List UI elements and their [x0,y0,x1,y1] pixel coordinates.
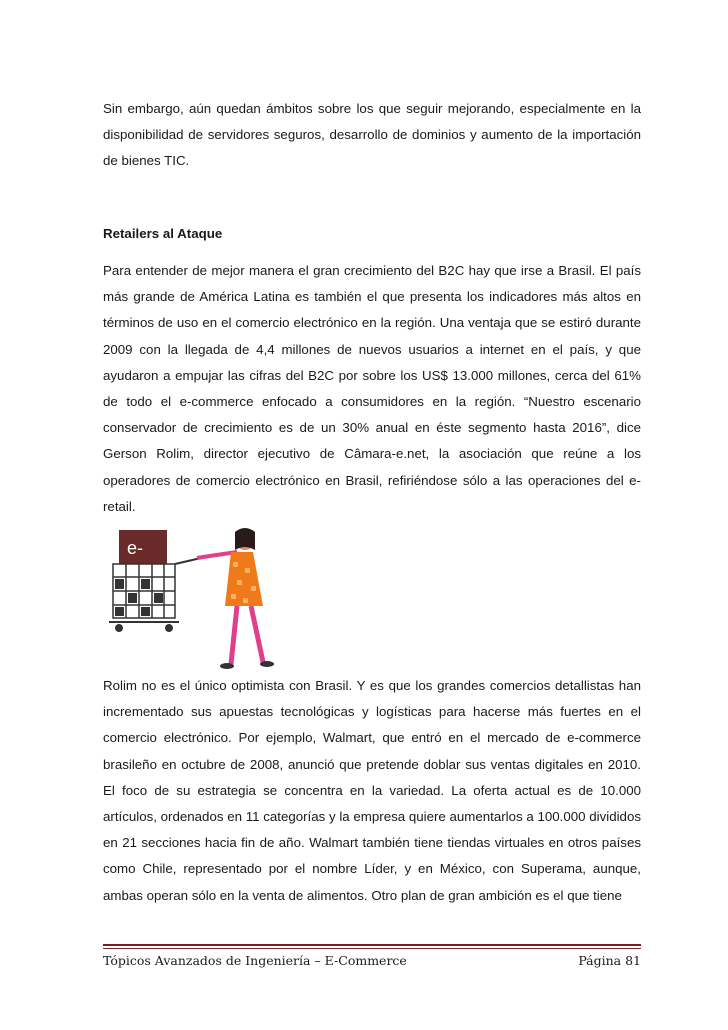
paragraph-brasil: Para entender de mejor manera el gran crecimiento del B2C hay que irse a Brasil. El país más grande de América Latina es también el que presenta los indicadores más altos en términos de uso en el comercio electrónico en la región. Una ventaja que se estiró durante 2009 con la llegada de 4,4 millones de nuevos usuarios a internet en el país, y que ayudaron a empujar las cifras del B2C por sobre los US$ 13.000 millones, cerca del 61% de todo el e-commerce enfocado a consumidores en la región. “Nuestro escenario conservador de crecimiento es de un 30% anual en éste segmento hasta 2016”, dice Gerson Rolim, director ejecutivo de Câmara-e.net, la asociación que reúne a los operadores de comercio electrónico en Brasil, refiriéndose sólo a las operaciones del e-retail. [103,263,641,514]
cart-wheel [165,624,173,632]
footer-title: Tópicos Avanzados de Ingeniería – E-Commerce [103,953,407,968]
hair [235,528,255,550]
dress [225,552,263,606]
paragraph-rolim: Rolim no es el único optimista con Brasil. Y es que los grandes comercios detallistas han incrementado sus apuestas tecnológicas y logísticas para hacerse más fuertes en el comercio electrónico. Por ejemplo, Walmart, que entró en el mercado de e-commerce brasileño en octubre de 2008, anunció que pretende doblar sus ventas digitales en 2010. El foco de su estrategia se concentra en la variedad. La oferta actual es de 10.000 artículos, ordenados en 11 categorías y la empresa quiere aumentarlos a 100.000 divididos en 21 secciones hacia fin de año. Walmart también tiene tiendas virtuales en otros países como Chile, representado por el nombre Líder, y en México, con Superama, aunque, ambas operan sólo en la venta de alimentos. Otro plan de gran ambición es el que tiene [103,678,641,903]
woman-pushing-cart-image [105,522,290,672]
cart-wheel [115,624,123,632]
footer-divider-thin [103,948,641,949]
paragraph-intro: Sin embargo, aún quedan ámbitos sobre los que seguir mejorando, especialmente en la disponibilidad de servidores seguros, desarrollo de dominios y aumento de la importación de bienes TIC. [103,101,641,169]
cart-label: e- [127,538,144,558]
section-heading: Retailers al Ataque [103,226,223,241]
footer-divider [103,944,641,946]
leg [251,606,263,662]
shopping-cart-illustration [105,522,290,672]
leg [231,606,237,664]
page-number: Página 81 [578,953,641,968]
